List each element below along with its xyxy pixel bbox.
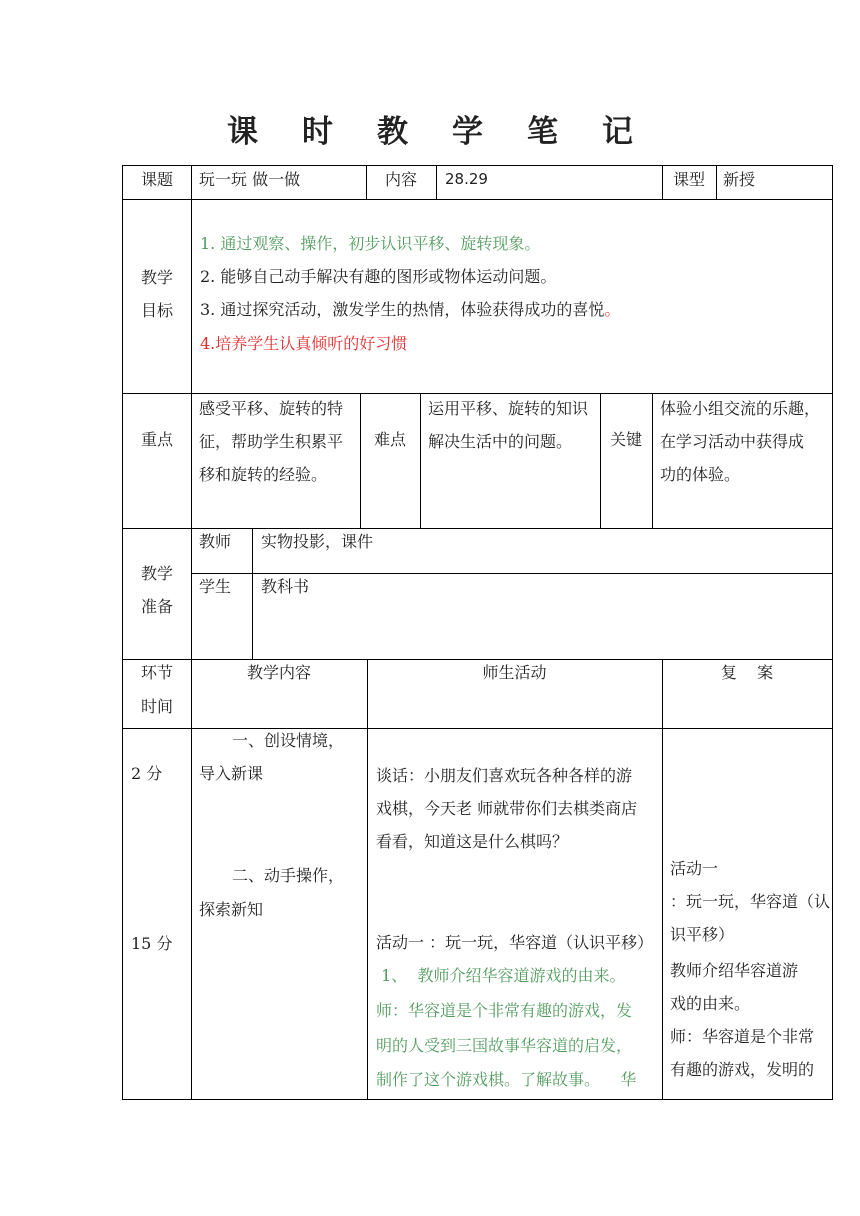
activity-line: 1、 教师介绍华容道游戏的由来。 [376, 966, 626, 985]
activity-line: 制作了这个游戏棋。了解故事。 华 [376, 1070, 637, 1089]
objectives-label: 目标 [140, 301, 173, 320]
review-line: 识平移） [670, 925, 735, 944]
review-line: 戏的由来。 [670, 994, 751, 1013]
type-value: 新授 [723, 170, 756, 189]
table-line [122, 199, 833, 200]
objective-item-text: 3. 通过探究活动，激发学生的热情，体验获得成功的喜悦 [200, 300, 605, 319]
focus-label: 重点 [140, 430, 173, 449]
section-header: 环节 [140, 663, 173, 682]
table-line [436, 165, 437, 200]
activity-header: 师生活动 [482, 663, 547, 682]
activity-line: 看看，知道这是什么棋吗？ [376, 832, 569, 851]
table-line [252, 528, 253, 660]
content-line: 探索新知 [199, 900, 264, 919]
page-title [0, 106, 860, 151]
objective-item: 1. 通过观察、操作，初步认识平移、旋转现象。 [200, 234, 541, 253]
key-line: 在学习活动中获得成 [660, 432, 805, 451]
activity-line: 谈话：小朋友们喜欢玩各种各样的游 [376, 766, 633, 785]
student-label: 学生 [199, 577, 232, 596]
key-line: 功的体验。 [660, 465, 741, 484]
review-line: 教师介绍华容道游 [670, 961, 799, 980]
student-value: 教科书 [261, 577, 310, 596]
focus-line: 感受平移、旋转的特 [199, 399, 344, 418]
content-line: 二、动手操作， [232, 866, 345, 885]
preparation-label: 准备 [140, 597, 173, 616]
section-header: 时间 [140, 697, 173, 716]
time-value: 15 分 [131, 934, 173, 953]
title-char: 笔 [527, 114, 558, 150]
activity-line: 师：华容道是个非常有趣的游戏，发 [376, 1001, 633, 1020]
objective-item: 2. 能够自己动手解决有趣的图形或物体运动问题。 [200, 267, 557, 286]
key-line: 体验小组交流的乐趣， [660, 399, 821, 418]
table-line [662, 659, 663, 1100]
table-line [652, 393, 653, 529]
difficulty-line: 运用平移、旋转的知识 [428, 399, 589, 418]
table-line [600, 393, 601, 529]
title-char: 课 [227, 114, 258, 150]
title-char: 教 [377, 114, 408, 150]
objectives-label: 教学 [140, 268, 173, 287]
objective-item: 4.培养学生认真倾听的好习惯 [200, 334, 408, 353]
table-border-right [832, 165, 833, 1100]
title-char: 学 [452, 114, 483, 150]
time-value: 2 分 [131, 764, 163, 783]
focus-line: 征，帮助学生积累平 [199, 432, 344, 451]
difficulty-line: 解决生活中的问题。 [428, 432, 573, 451]
table-line [367, 659, 368, 1100]
review-line: 师：华容道是个非常 [670, 1027, 815, 1046]
content-label: 内容 [384, 170, 417, 189]
content-header: 教学内容 [246, 663, 311, 682]
preparation-label: 教学 [140, 564, 173, 583]
content-line: 导入新课 [199, 764, 264, 783]
objective-item [200, 293, 620, 326]
teacher-label: 教师 [199, 532, 232, 551]
focus-line: 移和旋转的经验。 [199, 465, 328, 484]
activity-line: 戏棋，今天老 师就带你们去棋类商店 [376, 799, 638, 818]
content-line: 一、创设情境， [232, 731, 345, 750]
key-label: 关键 [609, 430, 642, 449]
table-line [716, 165, 717, 200]
difficulty-label: 难点 [373, 430, 406, 449]
table-border-bottom [122, 1099, 833, 1100]
title-char: 记 [602, 114, 633, 150]
table-line [122, 728, 833, 729]
review-line: ：玩一玩，华容道（认 [670, 892, 831, 911]
activity-line: 明的人受到三国故事华容道的启发， [376, 1036, 633, 1055]
review-line: 活动一 [670, 859, 719, 878]
review-header: 复 案 [720, 663, 774, 682]
content-value: 28.29 [445, 170, 488, 188]
table-line [360, 393, 361, 529]
teacher-value: 实物投影，课件 [261, 532, 374, 551]
review-line: 有趣的游戏，发明的 [670, 1060, 815, 1079]
title-char: 时 [302, 114, 333, 150]
type-label: 课型 [672, 170, 705, 189]
topic-value: 玩一玩 做一做 [199, 170, 301, 189]
activity-line: 活动一 ：玩一玩，华容道（认识平移） [376, 933, 654, 952]
objective-item-period: 。 [604, 300, 621, 319]
topic-label: 课题 [140, 170, 173, 189]
table-line [420, 393, 421, 529]
